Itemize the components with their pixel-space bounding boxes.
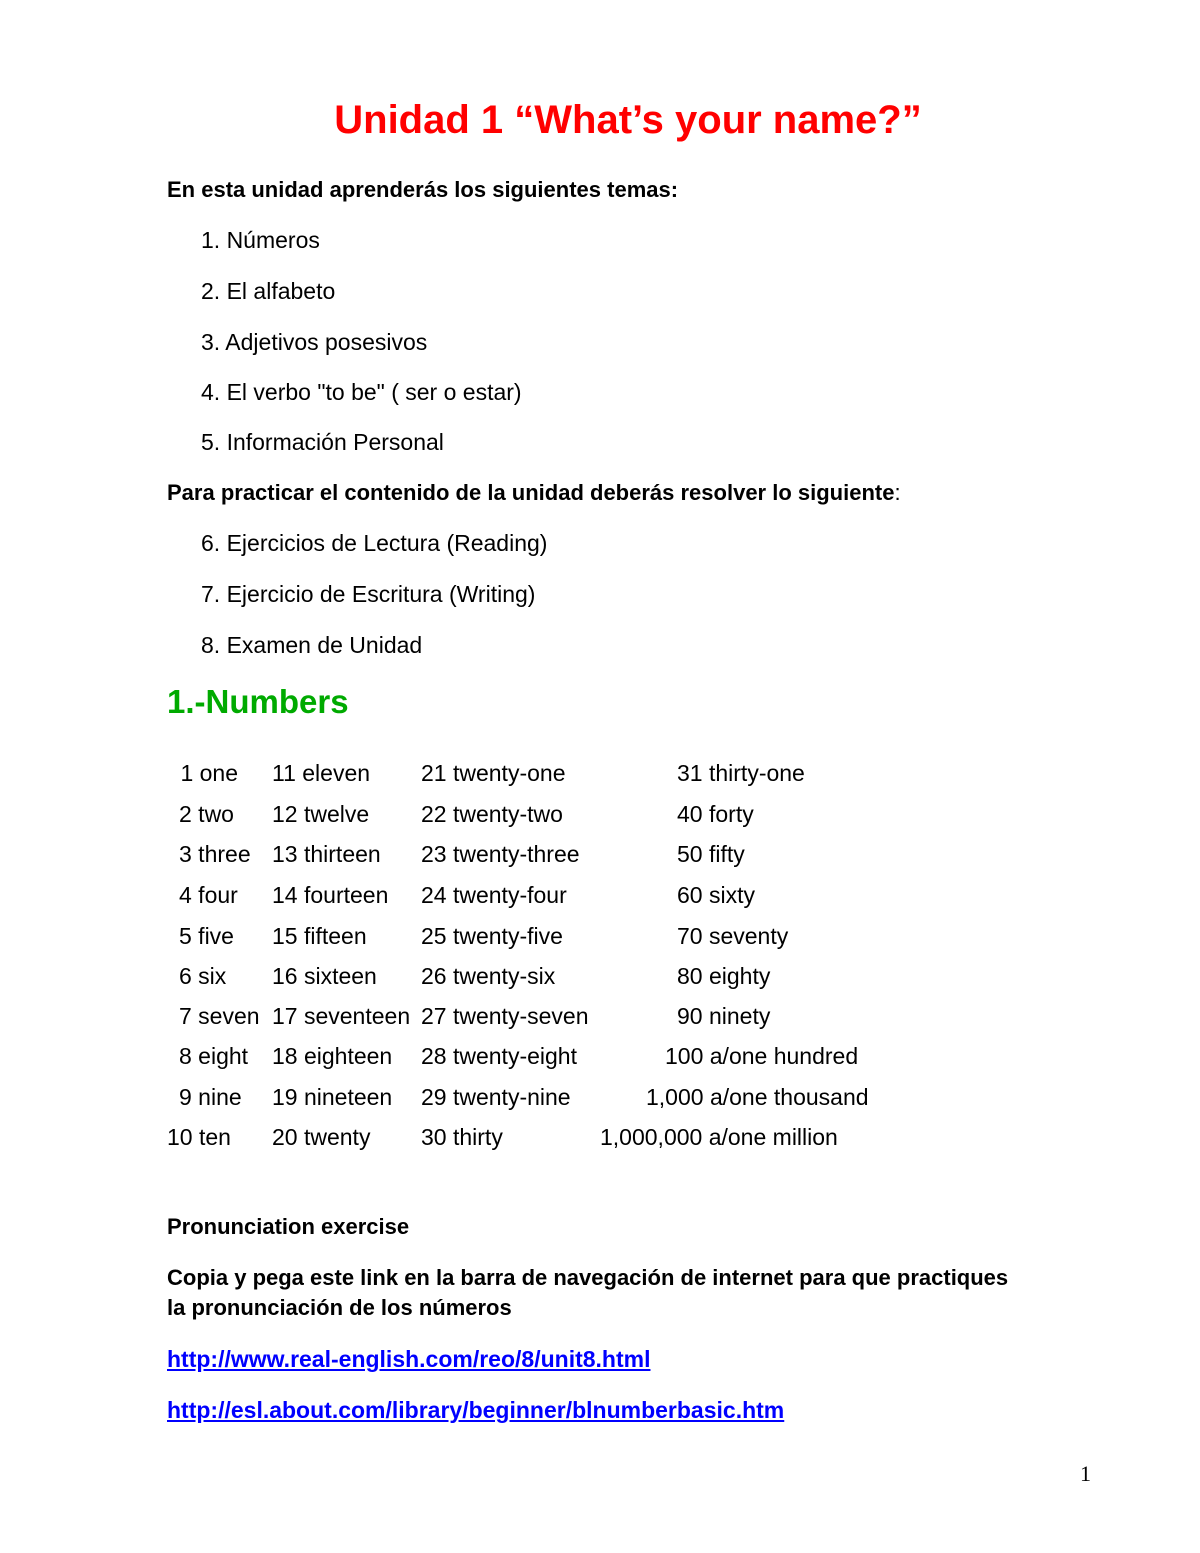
page-title: Unidad 1 “What’s your name?” xyxy=(334,98,922,142)
number-cell: 15 fifteen xyxy=(272,923,367,949)
number-cell: 6 six xyxy=(179,963,227,989)
topic-item: 4. El verbo "to be" ( ser o estar) xyxy=(201,379,522,405)
pronunciation-heading: Pronunciation exercise xyxy=(167,1214,410,1239)
number-cell: 8 eight xyxy=(179,1043,249,1069)
number-cell: 50 fifty xyxy=(677,841,745,867)
link-real-english[interactable]: http://www.real-english.com/reo/8/unit8.html xyxy=(167,1346,651,1372)
number-cell: 19 nineteen xyxy=(272,1084,393,1110)
number-cell: 80 eighty xyxy=(677,963,771,989)
topic-item: 3. Adjetivos posesivos xyxy=(201,329,428,355)
number-cell: 14 fourteen xyxy=(272,882,389,908)
number-cell: 27 twenty-seven xyxy=(421,1003,589,1029)
number-cell: 70 seventy xyxy=(677,923,789,949)
practice-item: 8. Examen de Unidad xyxy=(201,632,423,658)
number-cell: 40 forty xyxy=(677,801,754,827)
pronunciation-text-line-1: Copia y pega este link en la barra de navegación de internet para que practiques xyxy=(167,1265,1009,1290)
section-title: 1.-Numbers xyxy=(167,683,349,720)
practice-intro xyxy=(167,480,901,506)
pronunciation-text-line-2: la pronunciación de los números xyxy=(167,1295,512,1320)
number-cell: 4 four xyxy=(179,882,238,908)
number-cell: 1 one xyxy=(180,760,238,786)
number-cell: 5 five xyxy=(179,923,234,949)
number-cell: 1,000,000 a/one million xyxy=(600,1124,838,1150)
number-cell: 31 thirty-one xyxy=(677,760,805,786)
number-cell: 3 three xyxy=(179,841,251,867)
number-cell: 17 seventeen xyxy=(272,1003,411,1029)
number-cell: 18 eighteen xyxy=(272,1043,393,1069)
practice-intro-text: Para practicar el contenido de la unidad deberás resolver lo siguiente xyxy=(167,480,895,505)
number-cell: 24 twenty-four xyxy=(421,882,567,908)
number-cell: 22 twenty-two xyxy=(421,801,563,827)
number-cell: 16 sixteen xyxy=(272,963,377,989)
number-cell: 30 thirty xyxy=(421,1124,503,1150)
topic-item: 2. El alfabeto xyxy=(201,278,336,304)
number-cell: 60 sixty xyxy=(677,882,755,908)
number-cell: 20 twenty xyxy=(272,1124,371,1150)
topic-item: 5. Información Personal xyxy=(201,429,444,455)
practice-item: 7. Ejercicio de Escritura (Writing) xyxy=(201,581,536,607)
topic-item: 1. Números xyxy=(201,227,320,253)
number-cell: 10 ten xyxy=(167,1124,231,1150)
number-cell: 1,000 a/one thousand xyxy=(646,1084,869,1110)
number-cell: 7 seven xyxy=(179,1003,260,1029)
number-cell: 90 ninety xyxy=(677,1003,771,1029)
page-number: 1 xyxy=(1080,1461,1091,1486)
number-cell: 2 two xyxy=(179,801,234,827)
practice-item: 6. Ejercicios de Lectura (Reading) xyxy=(201,530,548,556)
number-cell: 23 twenty-three xyxy=(421,841,580,867)
number-cell: 12 twelve xyxy=(272,801,370,827)
number-cell: 29 twenty-nine xyxy=(421,1084,571,1110)
number-cell: 100 a/one hundred xyxy=(665,1043,859,1069)
practice-intro-colon: : xyxy=(894,480,901,505)
number-cell: 13 thirteen xyxy=(272,841,381,867)
link-esl-about[interactable]: http://esl.about.com/library/beginner/blnumberbasic.htm xyxy=(167,1397,785,1423)
number-cell: 26 twenty-six xyxy=(421,963,556,989)
number-cell: 25 twenty-five xyxy=(421,923,563,949)
intro-text: En esta unidad aprenderás los siguientes temas: xyxy=(167,177,679,202)
number-cell: 21 twenty-one xyxy=(421,760,566,786)
number-cell: 28 twenty-eight xyxy=(421,1043,577,1069)
number-cell: 9 nine xyxy=(179,1084,242,1110)
number-cell: 11 eleven xyxy=(272,760,371,786)
